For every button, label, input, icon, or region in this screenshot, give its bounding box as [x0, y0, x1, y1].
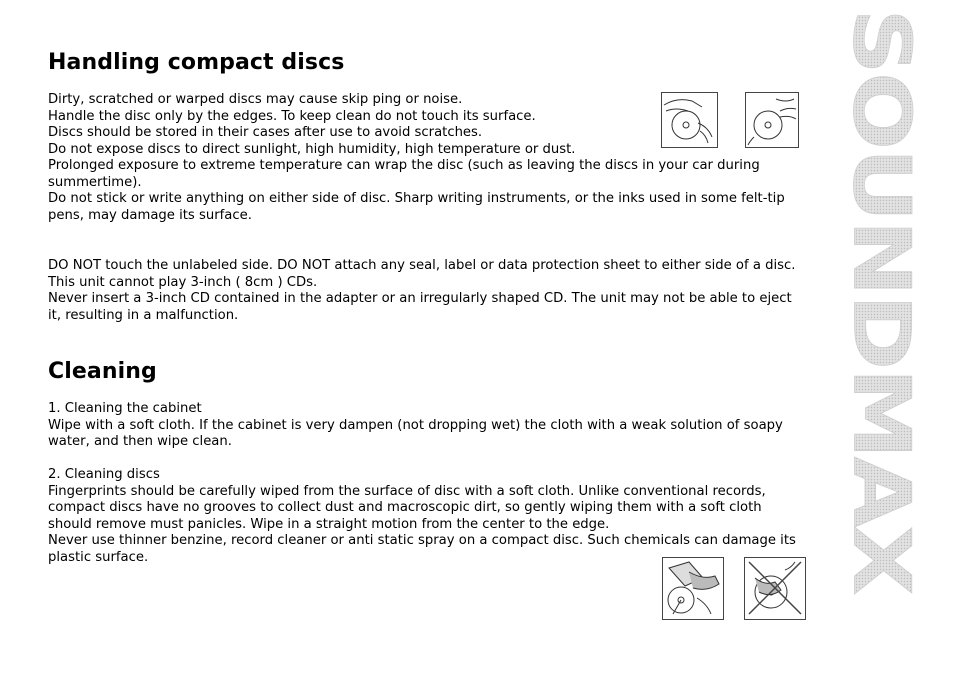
- disc-handling-figure-1: [661, 92, 718, 148]
- wiping-disc-icon: [663, 558, 723, 619]
- handling-intro: [48, 92, 648, 158]
- disc-handling-figure-2: [745, 92, 799, 148]
- disc-cleaning-figure-wrong: [744, 557, 806, 620]
- handling-title: Handling compact discs: [48, 50, 345, 75]
- text-line: This unit cannot play 3-inch ( 8cm ) CDs.: [48, 274, 318, 290]
- text-line: Never insert a 3-inch CD contained in the adapter or an irregularly shaped CD. The unit may not be able to eject it, resulting in a malfunction.: [48, 291, 792, 323]
- text-line: Do not expose discs to direct sunlight, high humidity, high temperature or dust.: [48, 141, 576, 157]
- handling-details: [48, 158, 808, 224]
- cleaning-title: Cleaning: [48, 359, 157, 384]
- text-line: Prolonged exposure to extreme temperature can wrap the disc (such as leaving the discs in your car during summertime).: [48, 158, 760, 190]
- cabinet-heading: 1. Cleaning the cabinet: [48, 401, 202, 416]
- discs-heading: 2. Cleaning discs: [48, 467, 160, 482]
- disc-cleaning-figure-correct: [662, 557, 724, 620]
- hand-holding-disc-icon: [662, 93, 717, 147]
- brand-watermark: [835, 8, 926, 640]
- discs-text-2: Never use thinner benzine, record cleaner or anti static spray on a compact disc. Such chemicals can damage its plastic surface.: [48, 533, 796, 565]
- soundmax-logo: [835, 8, 926, 640]
- cleaning-cabinet: [48, 401, 808, 451]
- cleaning-discs: [48, 467, 808, 567]
- text-line: Do not stick or write anything on either side of disc. Sharp writing instruments, or the inks used in some felt-tip pens, may damage its surface.: [48, 191, 785, 223]
- text-line: Dirty, scratched or warped discs may cause skip ping or noise.: [48, 92, 463, 107]
- handling-warnings: [48, 258, 808, 324]
- text-line: Handle the disc only by the edges. To keep clean do not touch its surface.: [48, 108, 536, 124]
- brand-text: SOUNDMAX: [835, 8, 926, 507]
- wrong-wiping-disc-icon: [745, 558, 805, 619]
- discs-text-1: Fingerprints should be carefully wiped from the surface of disc with a soft cloth. Unlike conventional records, compact discs have no grooves to collect dust and macroscopic dirt, so gently wiping them with a soft cloth should remove must panicles. Wipe in a straight motion from the center to the edge.: [48, 483, 766, 532]
- cabinet-text: Wipe with a soft cloth. If the cabinet is very dampen (not dropping wet) the cloth with a weak solution of soapy water, and then wipe clean.: [48, 417, 783, 450]
- text-line: DO NOT touch the unlabeled side. DO NOT attach any seal, label or data protection sheet to either side of a disc.: [48, 258, 796, 273]
- fingers-gripping-disc-icon: [746, 93, 798, 147]
- text-line: Discs should be stored in their cases after use to avoid scratches.: [48, 125, 483, 141]
